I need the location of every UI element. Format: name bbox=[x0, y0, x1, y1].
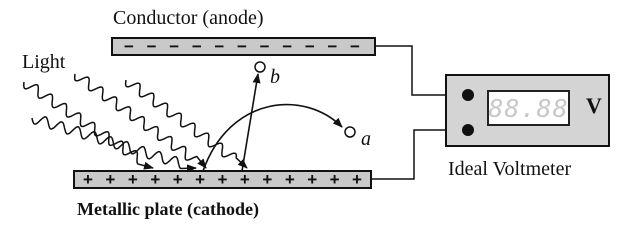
anode-charge-symbol: − bbox=[214, 37, 225, 56]
cathode-charge-symbol: + bbox=[262, 170, 273, 189]
cathode-charge-symbol: + bbox=[83, 170, 93, 189]
cathode-charge-symbol: + bbox=[284, 170, 295, 189]
voltmeter-display: 88.88 bbox=[487, 90, 570, 126]
anode-charge-symbol: − bbox=[259, 37, 270, 56]
light-label: Light bbox=[22, 51, 66, 73]
anode-charge-symbol: − bbox=[146, 37, 157, 56]
anode-charge-symbol: − bbox=[237, 37, 247, 56]
electron-path-to-a bbox=[203, 105, 342, 171]
voltmeter-terminal-positive bbox=[462, 89, 474, 101]
anode-charge-symbol: − bbox=[350, 37, 360, 56]
cathode-label: Metallic plate (cathode) bbox=[77, 199, 259, 219]
anode-charge-symbol: − bbox=[169, 37, 180, 56]
anode-charge-symbol: − bbox=[282, 37, 293, 56]
voltmeter-unit: V bbox=[586, 93, 602, 118]
cathode-charge-symbol: + bbox=[150, 170, 161, 189]
point-a-label: a bbox=[361, 128, 371, 150]
cathode-charge-symbol: + bbox=[307, 170, 318, 189]
cathode-charge-symbol: + bbox=[329, 170, 340, 189]
cathode-charge-symbol: + bbox=[105, 170, 116, 189]
cathode-charge-symbol: + bbox=[352, 170, 362, 189]
voltmeter-label: Ideal Voltmeter bbox=[448, 158, 572, 180]
point-a-marker bbox=[345, 127, 355, 137]
anode-label: Conductor (anode) bbox=[113, 7, 264, 29]
cathode-charge-symbol: + bbox=[195, 170, 206, 189]
anode-charge-symbol: − bbox=[191, 37, 202, 56]
anode-charge-symbol: − bbox=[327, 37, 338, 56]
electron-path-to-b bbox=[242, 74, 258, 171]
anode-charge-symbol: − bbox=[304, 37, 315, 56]
point-b-label: b bbox=[270, 66, 280, 88]
light-rays bbox=[24, 74, 247, 169]
light-ray bbox=[24, 82, 153, 168]
cathode-charge-symbol: + bbox=[217, 170, 228, 189]
cathode-charge-symbol: + bbox=[127, 170, 138, 189]
point-b-marker bbox=[255, 62, 265, 72]
cathode-charge-symbol: + bbox=[239, 170, 250, 189]
voltmeter-terminal-negative bbox=[462, 124, 474, 136]
anode-charge-symbol: − bbox=[124, 37, 134, 56]
cathode-charge-symbol: + bbox=[172, 170, 183, 189]
